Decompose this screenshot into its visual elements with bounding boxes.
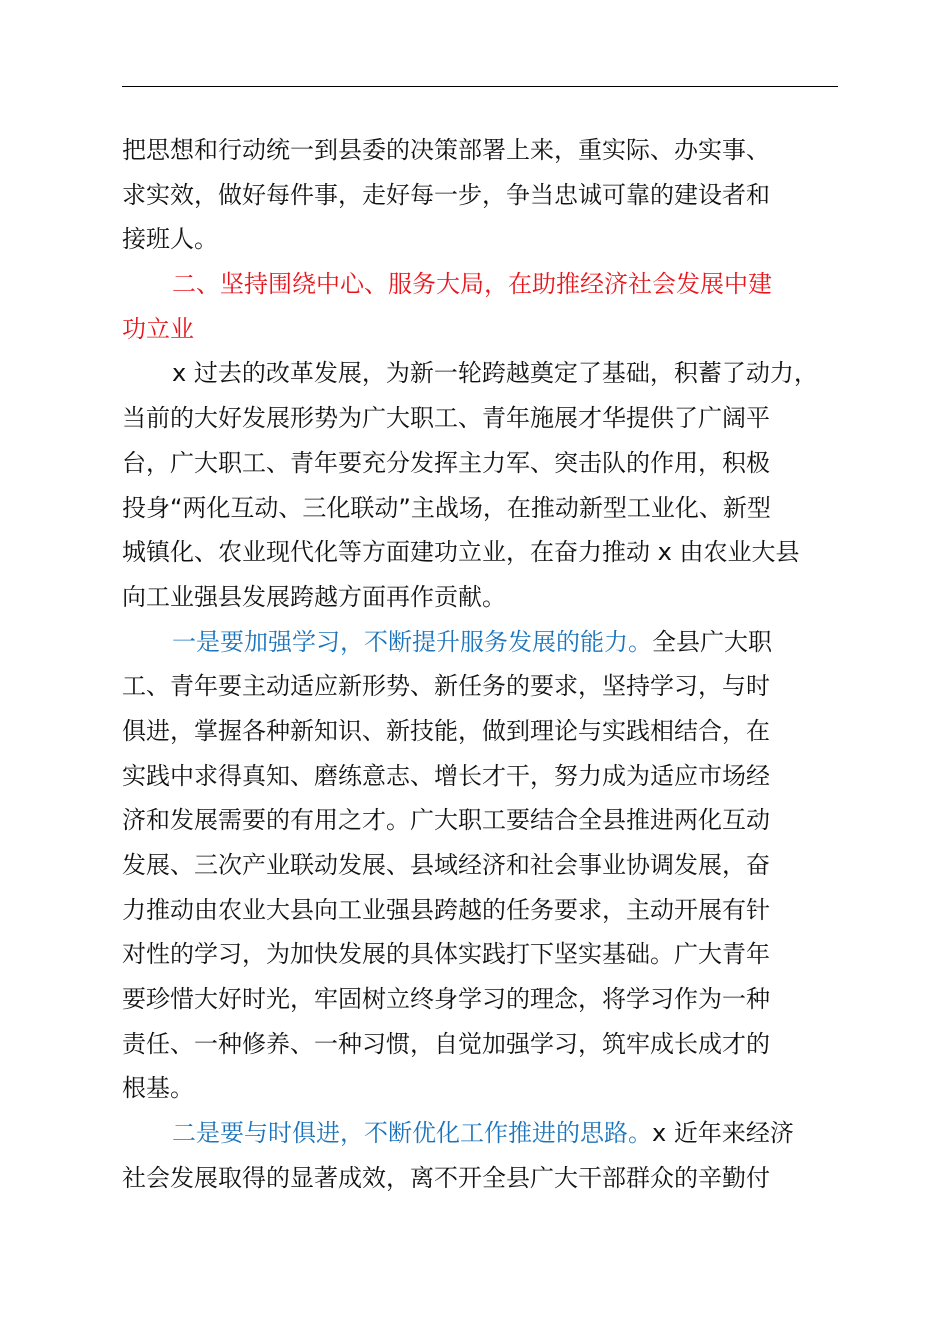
point-lead: 二是要与时俱进，不断优化工作推进的思路。 — [172, 1119, 652, 1148]
text-line: 求实效，做好每件事，走好每一步，争当忠诚可靠的建设者和 — [122, 180, 770, 209]
text-line: 发展、三次产业联动发展、县域经济和社会事业协调发展，奋 — [122, 851, 770, 879]
point-lead-rest: x 近年来经济 — [652, 1119, 794, 1148]
paragraph-continuation — [122, 128, 838, 262]
text-line: 社会发展取得的显著成效，离不开全县广大干部群众的辛勤付 — [122, 1163, 770, 1192]
heading-line: 二、坚持围绕中心、服务大局，在助推经济社会发展中建 — [172, 270, 772, 299]
header-rule — [122, 86, 838, 87]
document-body — [122, 128, 838, 1201]
text-line: 根基。 — [122, 1074, 194, 1103]
text-line: 当前的大好发展形势为广大职工、青年施展才华提供了广阔平 — [122, 404, 770, 433]
text-line: 济和发展需要的有用之才。广大职工要结合全县推进两化互动 — [122, 806, 770, 835]
text-line: x 过去的改革发展，为新一轮跨越奠定了基础，积蓄了动力， — [172, 359, 818, 388]
text-line: 接班人。 — [122, 225, 218, 254]
section-heading — [122, 262, 838, 351]
text-line: 向工业强县发展跨越方面再作贡献。 — [122, 582, 506, 611]
text-line: 责任、一种修养、一种习惯，自觉加强学习，筑牢成长成才的 — [122, 1029, 770, 1058]
text-line — [122, 620, 838, 665]
point-lead-rest: 全县广大职 — [652, 627, 772, 656]
text-line: 把思想和行动统一到县委的决策部署上来，重实际、办实事、 — [122, 136, 770, 164]
text-line: 要珍惜大好时光，牢固树立终身学习的理念，将学习作为一种 — [122, 985, 770, 1014]
text-line: 工、青年要主动适应新形势、新任务的要求，坚持学习，与时 — [122, 672, 770, 701]
text-line: 力推动由农业大县向工业强县跨越的任务要求，主动开展有针 — [122, 895, 770, 924]
text-line — [122, 1111, 838, 1156]
text-line: 城镇化、农业现代化等方面建功立业，在奋力推动 x 由农业大县 — [122, 538, 800, 567]
text-line: 俱进，掌握各种新知识、新技能，做到理论与实践相结合，在 — [122, 716, 770, 745]
text-line: 实践中求得真知、磨练意志、增长才干，努力成为适应市场经 — [122, 761, 770, 790]
text-line: 台，广大职工、青年要充分发挥主力军、突击队的作用，积极 — [122, 448, 770, 477]
text-line: 对性的学习，为加快发展的具体实践打下坚实基础。广大青年 — [122, 940, 770, 969]
heading-line: 功立业 — [122, 314, 194, 343]
text-line: 投身“两化互动、三化联动”主战场，在推动新型工业化、新型 — [122, 493, 771, 522]
paragraph-intro — [122, 351, 838, 619]
paragraph-point-one — [122, 620, 838, 1112]
paragraph-point-two — [122, 1111, 838, 1200]
point-lead: 一是要加强学习，不断提升服务发展的能力。 — [172, 627, 652, 656]
